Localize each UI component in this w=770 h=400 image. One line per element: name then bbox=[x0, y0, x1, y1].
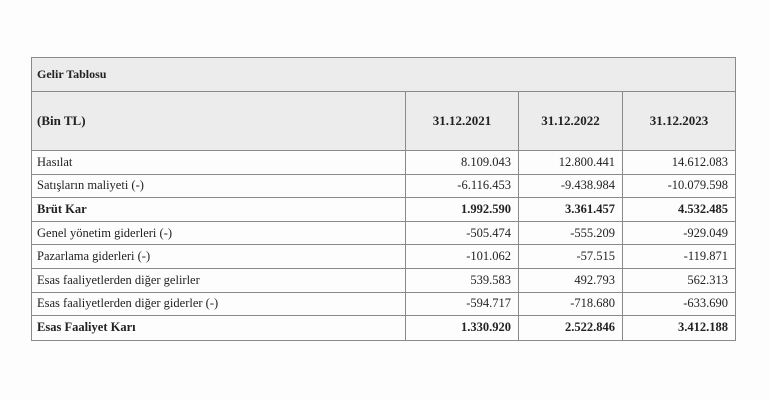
row-value: 3.412.188 bbox=[622, 316, 735, 340]
row-value: 12.800.441 bbox=[518, 151, 622, 174]
table-title: Gelir Tablosu bbox=[32, 58, 735, 92]
row-value: 2.522.846 bbox=[518, 316, 622, 340]
row-value: 4.532.485 bbox=[622, 198, 735, 221]
row-value: 3.361.457 bbox=[518, 198, 622, 221]
row-value: 8.109.043 bbox=[405, 151, 518, 174]
row-value: 492.793 bbox=[518, 269, 622, 292]
column-header-2022: 31.12.2022 bbox=[518, 92, 622, 150]
row-value: -10.079.598 bbox=[622, 175, 735, 198]
row-label: Hasılat bbox=[37, 154, 73, 169]
row-value: -718.680 bbox=[518, 293, 622, 316]
table-row bbox=[32, 198, 735, 222]
row-value: -633.690 bbox=[622, 293, 735, 316]
row-label: Esas faaliyetlerden diğer gelirler bbox=[37, 272, 200, 287]
row-value: -505.474 bbox=[405, 222, 518, 245]
table-row bbox=[32, 175, 735, 199]
table-row bbox=[32, 245, 735, 269]
row-value: -555.209 bbox=[518, 222, 622, 245]
row-label: Esas faaliyetlerden diğer giderler (-) bbox=[37, 296, 219, 311]
row-value: 1.992.590 bbox=[405, 198, 518, 221]
row-label: Satışların maliyeti (-) bbox=[37, 178, 144, 193]
row-value: 539.583 bbox=[405, 269, 518, 292]
unit-header: (Bin TL) bbox=[37, 113, 86, 128]
row-value: -594.717 bbox=[405, 293, 518, 316]
row-label: Esas Faaliyet Karı bbox=[37, 320, 136, 335]
row-value: 1.330.920 bbox=[405, 316, 518, 340]
row-value: 14.612.083 bbox=[622, 151, 735, 174]
table-row bbox=[32, 316, 735, 340]
table-row bbox=[32, 151, 735, 175]
row-value: -929.049 bbox=[622, 222, 735, 245]
table-header-row bbox=[32, 92, 735, 151]
row-label: Genel yönetim giderleri (-) bbox=[37, 225, 173, 240]
row-value: 562.313 bbox=[622, 269, 735, 292]
row-value: -9.438.984 bbox=[518, 175, 622, 198]
column-header-2023: 31.12.2023 bbox=[622, 92, 735, 150]
row-value: -57.515 bbox=[518, 245, 622, 268]
row-value: -101.062 bbox=[405, 245, 518, 268]
row-label: Brüt Kar bbox=[37, 201, 87, 216]
column-header-2021: 31.12.2021 bbox=[405, 92, 518, 150]
income-statement-table bbox=[31, 57, 736, 341]
row-value: -6.116.453 bbox=[405, 175, 518, 198]
table-row bbox=[32, 269, 735, 293]
table-row bbox=[32, 293, 735, 317]
row-label: Pazarlama giderleri (-) bbox=[37, 249, 151, 264]
row-value: -119.871 bbox=[622, 245, 735, 268]
table-row bbox=[32, 222, 735, 246]
